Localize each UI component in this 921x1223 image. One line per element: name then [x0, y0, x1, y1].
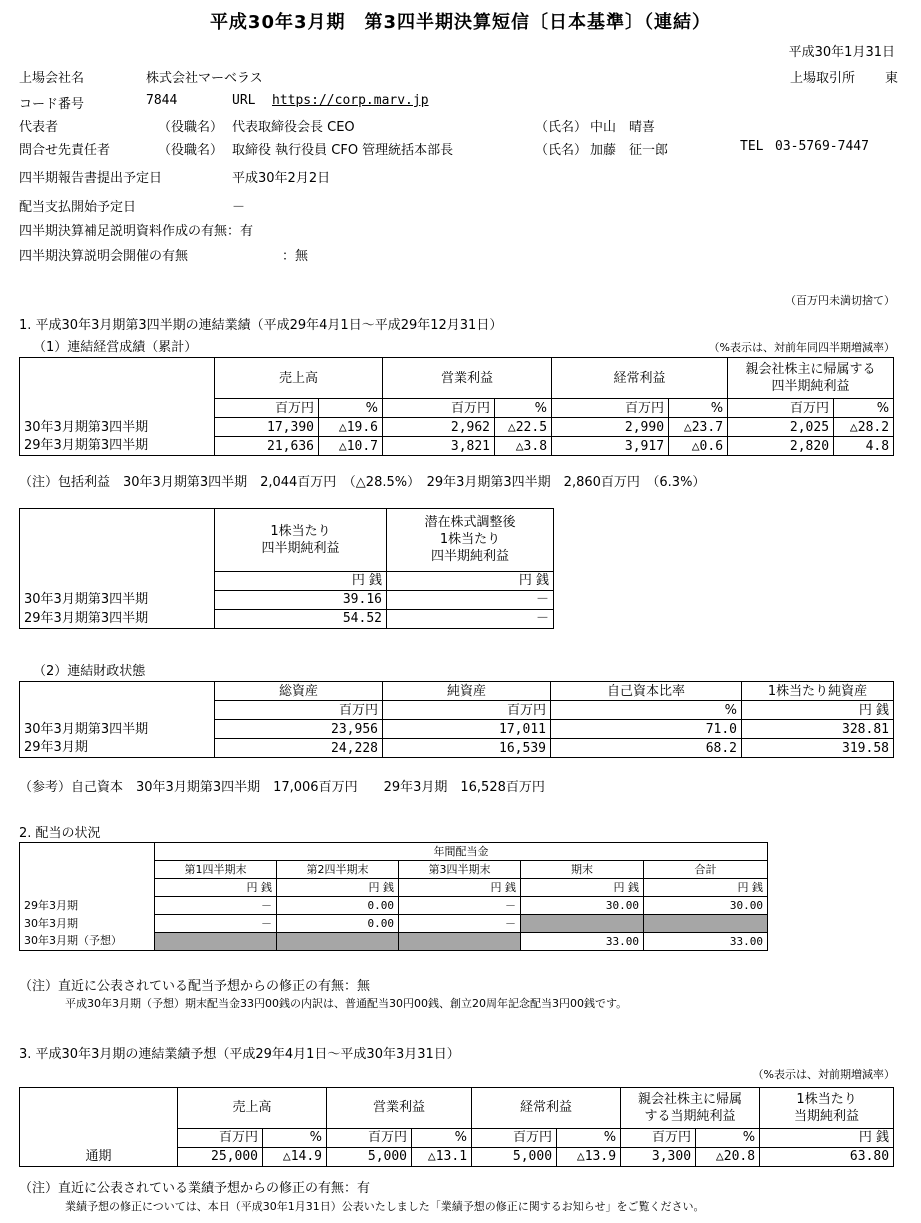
contact-name-label: （氏名） — [535, 143, 588, 158]
forecast-revision-note: （注）直近に公表されている業績予想からの修正の有無：有 — [19, 1181, 371, 1196]
header-bps: 1株当たり純資産 — [742, 682, 894, 701]
header-q1: 第1四半期末 — [155, 861, 277, 879]
table-cell: 33.00 — [644, 933, 768, 951]
company-name: 株式会社マーベラス — [146, 71, 263, 86]
contact-name: 加藤 征一郎 — [590, 143, 669, 158]
shaded-cell — [521, 915, 644, 933]
table-row — [20, 609, 554, 628]
section1-sub2: （2）連結財政状態 — [33, 664, 146, 679]
unit-cell: 百万円 — [728, 399, 834, 418]
table-cell: － — [387, 590, 554, 609]
header-q3: 第3四半期末 — [399, 861, 521, 879]
table-row — [20, 418, 894, 437]
forecast-table — [19, 1087, 894, 1167]
rep-label: 代表者 — [19, 120, 59, 135]
corner-cell — [20, 1128, 178, 1147]
header-eps — [215, 509, 387, 572]
corner-cell — [20, 1088, 178, 1129]
table-cell: △14.9 — [263, 1147, 327, 1166]
operating-results-table — [19, 357, 894, 456]
table-cell: 54.52 — [215, 609, 387, 628]
report-submit-date: 平成30年2月2日 — [232, 171, 331, 186]
unit-cell: % — [834, 399, 894, 418]
report-date: 平成30年1月31日 — [788, 45, 895, 60]
corner-cell — [20, 682, 215, 701]
header-eps-line1: 1株当たり — [270, 523, 331, 539]
header-total-assets: 総資産 — [215, 682, 383, 701]
dividend-start-label: 配当支払開始予定日 — [19, 200, 137, 215]
unit-cell: 円 銭 — [521, 879, 644, 897]
unit-cell: % — [412, 1128, 472, 1147]
table-row — [20, 915, 768, 933]
unit-cell: 円 銭 — [399, 879, 521, 897]
table-cell: 24,228 — [215, 739, 383, 758]
table-row — [20, 897, 768, 915]
table-row — [20, 437, 894, 456]
unit-cell: 円 銭 — [277, 879, 399, 897]
row-label: 30年3月期第3四半期 — [20, 590, 215, 609]
unit-cell: 百万円 — [178, 1128, 263, 1147]
header-net-assets: 純資産 — [383, 682, 551, 701]
corner-cell — [20, 861, 155, 879]
rep-name: 中山 晴喜 — [590, 120, 656, 135]
unit-cell: 百万円 — [552, 399, 669, 418]
table-cell: 30.00 — [521, 897, 644, 915]
table-cell: 5,000 — [472, 1147, 557, 1166]
table-cell: 0.00 — [277, 915, 399, 933]
header-net-income-line1: 親会社株主に帰属する — [745, 362, 876, 377]
section1-heading: 1. 平成30年3月期第3四半期の連結業績（平成29年4月1日～平成29年12月31日） — [19, 318, 503, 333]
header-net-income — [728, 358, 894, 399]
table-cell: － — [387, 609, 554, 628]
comprehensive-income-note: （注）包括利益 30年3月期第3四半期 2,044百万円 （△28.5%） 29年3月期第3四半期 2,860百万円 （6.3%） — [19, 475, 706, 490]
table-row — [20, 739, 894, 758]
header-net-income-line2: する当期純利益 — [644, 1108, 736, 1124]
header-diluted-eps — [387, 509, 554, 572]
table-row — [20, 933, 768, 951]
header-annual-dividend: 年間配当金 — [155, 843, 768, 861]
exchange-value: 東 — [885, 71, 899, 86]
corner-cell — [20, 843, 155, 861]
table-cell: 68.2 — [551, 739, 742, 758]
table-cell: 17,390 — [215, 418, 319, 437]
header-diluted-eps-line3: 四半期純利益 — [430, 549, 509, 565]
table-cell: 39.16 — [215, 590, 387, 609]
page-title: 平成30年3月期 第3四半期決算短信〔日本基準〕（連結） — [209, 12, 712, 33]
unit-cell: % — [669, 399, 728, 418]
corner-cell — [20, 399, 215, 418]
header-diluted-eps-line2: 1株当たり — [439, 532, 501, 548]
shaded-cell — [644, 915, 768, 933]
dividend-revision-note: （注）直近に公表されている配当予想からの修正の有無：無 — [19, 979, 371, 994]
table-cell: △10.7 — [319, 437, 383, 456]
header-year-end: 期末 — [521, 861, 644, 879]
briefing-value: ：無 — [282, 249, 309, 264]
dividend-start-date: － — [232, 200, 246, 215]
table-cell: △23.7 — [669, 418, 728, 437]
unit-cell: 円 銭 — [387, 571, 554, 590]
section1-pct-note: （%表示は、対前年同四半期増減率） — [708, 341, 895, 354]
unit-cell: 百万円 — [621, 1128, 696, 1147]
unit-cell: 百万円 — [215, 701, 383, 720]
header-ordinary-income: 経常利益 — [552, 358, 728, 399]
unit-cell: % — [319, 399, 383, 418]
unit-cell: % — [263, 1128, 327, 1147]
table-cell: 23,956 — [215, 720, 383, 739]
row-label: 30年3月期第3四半期 — [20, 418, 215, 437]
company-label: 上場会社名 — [19, 71, 85, 86]
unit-note: （百万円未満切捨て） — [785, 294, 895, 307]
table-cell: 3,300 — [621, 1147, 696, 1166]
header-operating-income: 営業利益 — [383, 358, 552, 399]
equity-reference-note: （参考）自己資本 30年3月期第3四半期 17,006百万円 29年3月期 16,528百万円 — [19, 780, 545, 795]
section2-heading: 2. 配当の状況 — [19, 826, 101, 841]
header-operating-income: 営業利益 — [327, 1088, 472, 1129]
table-cell: 33.00 — [521, 933, 644, 951]
unit-cell: 百万円 — [327, 1128, 412, 1147]
header-net-income-line2: 四半期純利益 — [771, 379, 850, 394]
unit-cell: 円 銭 — [155, 879, 277, 897]
financial-position-table — [19, 681, 894, 758]
table-cell: △0.6 — [669, 437, 728, 456]
row-label: 29年3月期 — [20, 897, 155, 915]
table-cell: 30.00 — [644, 897, 768, 915]
header-q2: 第2四半期末 — [277, 861, 399, 879]
table-cell: 0.00 — [277, 897, 399, 915]
supplementary-material: 四半期決算補足説明資料作成の有無：有 — [19, 224, 254, 239]
table-cell: 2,820 — [728, 437, 834, 456]
shaded-cell — [155, 933, 277, 951]
dividend-table — [19, 842, 768, 951]
header-ordinary-income: 経常利益 — [472, 1088, 621, 1129]
header-net-income — [621, 1088, 760, 1129]
header-sales: 売上高 — [215, 358, 383, 399]
header-eps-line2: 四半期純利益 — [261, 540, 340, 556]
table-cell: 4.8 — [834, 437, 894, 456]
code-value: 7844 — [146, 93, 178, 108]
company-url-link[interactable]: https://corp.marv.jp — [272, 93, 429, 108]
row-label: 30年3月期第3四半期 — [20, 720, 215, 739]
table-cell: 319.58 — [742, 739, 894, 758]
table-cell: 328.81 — [742, 720, 894, 739]
header-eps — [760, 1088, 894, 1129]
table-cell: 3,821 — [383, 437, 495, 456]
section1-sub1: （1）連結経営成績（累計） — [33, 340, 198, 355]
table-cell: 3,917 — [552, 437, 669, 456]
header-eps-line1: 1株当たり — [796, 1091, 857, 1107]
shaded-cell — [277, 933, 399, 951]
report-submit-label: 四半期報告書提出予定日 — [19, 171, 163, 186]
unit-cell: % — [696, 1128, 760, 1147]
contact-label: 問合せ先責任者 — [19, 143, 111, 158]
corner-cell — [20, 509, 215, 572]
unit-cell: 百万円 — [383, 399, 495, 418]
dividend-breakdown-note: 平成30年3月期（予想）期末配当金33円00銭の内訳は、普通配当30円00銭、創立20周年記念配当3円00銭です。 — [65, 997, 628, 1010]
table-cell: 21,636 — [215, 437, 319, 456]
row-label: 29年3月期第3四半期 — [20, 609, 215, 628]
row-label: 29年3月期第3四半期 — [20, 437, 215, 456]
unit-cell: % — [557, 1128, 621, 1147]
rep-name-label: （氏名） — [535, 120, 588, 135]
table-cell: △20.8 — [696, 1147, 760, 1166]
corner-cell — [20, 571, 215, 590]
briefing-label: 四半期決算説明会開催の有無 — [19, 249, 189, 264]
code-label: コード番号 — [19, 97, 85, 112]
table-cell: － — [155, 915, 277, 933]
table-cell: △19.6 — [319, 418, 383, 437]
table-cell: △22.5 — [495, 418, 552, 437]
table-cell: 2,025 — [728, 418, 834, 437]
unit-cell: 円 銭 — [760, 1128, 894, 1147]
table-row — [20, 590, 554, 609]
unit-cell: 円 銭 — [742, 701, 894, 720]
header-net-income-line1: 親会社株主に帰属 — [638, 1091, 743, 1107]
forecast-revision-detail: 業績予想の修正については、本日（平成30年1月31日）公表いたしました「業績予想の修正に関するお知らせ」をご覧ください。 — [65, 1200, 705, 1213]
tel-value: 03-5769-7447 — [775, 139, 869, 154]
rep-title-label: （役職名） — [158, 120, 224, 135]
tel-label: TEL — [740, 139, 764, 154]
corner-cell — [20, 701, 215, 720]
table-cell: 5,000 — [327, 1147, 412, 1166]
header-diluted-eps-line1: 潜在株式調整後 — [424, 515, 516, 531]
table-cell: △3.8 — [495, 437, 552, 456]
table-cell: △13.1 — [412, 1147, 472, 1166]
contact-title: 取締役 執行役員 CFO 管理統括本部長 — [232, 143, 454, 158]
table-cell: 63.80 — [760, 1147, 894, 1166]
table-cell: 71.0 — [551, 720, 742, 739]
contact-title-label: （役職名） — [158, 143, 224, 158]
eps-table — [19, 508, 554, 629]
section3-heading: 3. 平成30年3月期の連結業績予想（平成29年4月1日～平成30年3月31日） — [19, 1047, 460, 1062]
header-equity-ratio: 自己資本比率 — [551, 682, 742, 701]
unit-cell: 百万円 — [472, 1128, 557, 1147]
table-cell: 25,000 — [178, 1147, 263, 1166]
rep-title: 代表取締役会長 CEO — [232, 120, 355, 135]
table-cell: 16,539 — [383, 739, 551, 758]
table-row — [20, 720, 894, 739]
table-cell: 2,990 — [552, 418, 669, 437]
table-cell: － — [155, 897, 277, 915]
unit-cell: % — [495, 399, 552, 418]
unit-cell: 百万円 — [215, 399, 319, 418]
corner-cell — [20, 358, 215, 399]
table-cell: 17,011 — [383, 720, 551, 739]
unit-cell: % — [551, 701, 742, 720]
unit-cell: 円 銭 — [644, 879, 768, 897]
header-sales: 売上高 — [178, 1088, 327, 1129]
row-label: 29年3月期 — [20, 739, 215, 758]
exchange-label: 上場取引所 — [790, 71, 856, 86]
table-cell: 2,962 — [383, 418, 495, 437]
table-cell: △28.2 — [834, 418, 894, 437]
shaded-cell — [399, 933, 521, 951]
row-label: 30年3月期 — [20, 915, 155, 933]
unit-cell: 百万円 — [383, 701, 551, 720]
row-label: 30年3月期（予想） — [20, 933, 155, 951]
section3-pct-note: （%表示は、対前期増減率） — [752, 1068, 895, 1081]
table-row — [20, 1147, 894, 1166]
table-cell: △13.9 — [557, 1147, 621, 1166]
header-eps-line2: 当期純利益 — [794, 1108, 860, 1124]
table-cell: － — [399, 915, 521, 933]
corner-cell — [20, 879, 155, 897]
table-cell: － — [399, 897, 521, 915]
row-label: 通期 — [20, 1147, 178, 1166]
url-label: URL — [232, 93, 256, 108]
unit-cell: 円 銭 — [215, 571, 387, 590]
header-total: 合計 — [644, 861, 768, 879]
